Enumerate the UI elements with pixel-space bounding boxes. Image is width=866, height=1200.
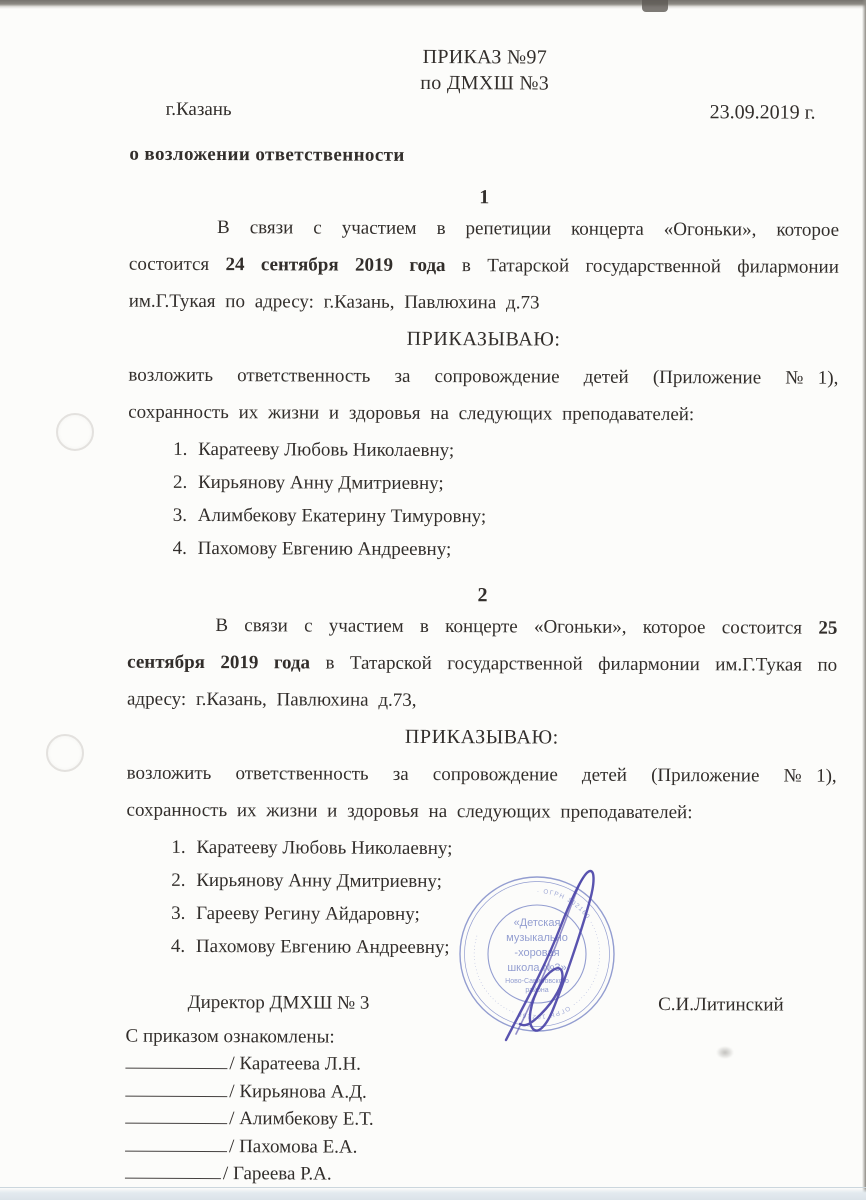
signature-row	[125, 1105, 835, 1136]
scan-artifact	[642, 0, 668, 12]
director-label: Директор ДМХШ № 3	[187, 991, 370, 1014]
list-item: 3. Гарееву Регину Айдаровну;	[190, 897, 836, 933]
acknowledger-name: / Пахомова Е.А.	[229, 1135, 358, 1158]
section-1-decree-heading: ПРИКАЗЫВАЮ:	[406, 327, 561, 351]
stamp-line: Ново-Савиновского	[505, 978, 569, 985]
signature-blank-line	[125, 1054, 227, 1069]
section-1-intro-pre: В связи с участием в репетиции концерта «Огоньки», которое состоится	[128, 217, 840, 276]
signature-row	[125, 1132, 835, 1163]
acknowledger-name: / Алимбекову Е.Т.	[229, 1108, 374, 1130]
list-item: 2. Кирьянову Анну Дмитриевну;	[190, 864, 836, 900]
city-date-row	[130, 97, 840, 126]
hole-punch-mark	[56, 413, 94, 451]
section-2-intro-pre: В связи с участием в концерте «Огоньки», которое состоится	[215, 615, 803, 639]
section-1-number: 1	[479, 186, 490, 209]
stamp-line: -хоровая	[514, 947, 560, 959]
section-1-intro-date: 24 сентября 2019 года	[225, 254, 446, 277]
acknowledged-heading: С приказом ознакомлены:	[125, 1025, 335, 1048]
scan-artifact	[716, 1046, 734, 1059]
order-subject: о возложении ответственности	[129, 143, 405, 166]
signature-blank-line	[125, 1164, 221, 1179]
section-2-decree-body: возложить ответственность за сопровождение детей (Приложение №1), сохранность их жизни и здоровья на следующих преподавателей:	[126, 762, 837, 824]
stamp-line: «Детская	[513, 917, 561, 929]
hole-punch-mark	[46, 734, 84, 772]
acknowledger-name: / Кирьянова А.Д.	[229, 1080, 367, 1103]
list-item: 3. Алимбекову Екатерину Тимуровну;	[192, 499, 838, 535]
director-name: С.И.Литинский	[658, 993, 784, 1016]
list-item: 4. Пахомову Евгению Андреевну;	[190, 930, 836, 966]
section-2-intro-post: в Татарской государственной филармонии им.Г.Тукая по адресу: г.Казань, Павлюхина д.73,	[126, 652, 838, 711]
stamp-ring-text: · ОГРН 102160 ···························· ОГРН 102160 ····························	[470, 887, 603, 1021]
scan-edge-top	[0, 0, 866, 9]
stamp-line: школа №3»	[507, 962, 567, 974]
list-item: 2. Кирьянову Анну Дмитриевну;	[192, 466, 838, 502]
date-label: 23.09.2019 г.	[709, 101, 816, 124]
section-1-intro	[129, 209, 839, 323]
order-subtitle: по ДМХШ №3	[420, 71, 550, 95]
signature-blank-line	[125, 1136, 227, 1151]
stamp-line: музыкально	[506, 932, 568, 944]
acknowledger-name: / Каратеева Л.Н.	[229, 1053, 361, 1075]
signature-blank-line	[125, 1109, 227, 1124]
city-label: г.Казань	[165, 98, 232, 121]
order-title: ПРИКАЗ №97	[422, 45, 548, 69]
acknowledger-name: / Гареева Р.А.	[222, 1163, 332, 1185]
director-signature-scribble	[468, 852, 632, 1052]
scan-edge-bottom	[0, 1187, 866, 1200]
section-1-teacher-list	[128, 433, 839, 568]
section-1-decree-body: возложить ответственность за сопровождение детей (Приложение №1), сохранность их жизни и здоровья на следующих преподавателей:	[128, 364, 839, 426]
list-item: 4. Пахомову Евгению Андреевну;	[192, 532, 838, 568]
section-2-decree-heading: ПРИКАЗЫВАЮ:	[404, 725, 559, 749]
section-2-intro-date: 25 сентября 2019 года	[127, 617, 838, 674]
signature-row	[125, 1077, 835, 1108]
section-2-intro	[127, 607, 837, 721]
section-1-intro-post: в Татарской государственной филармонии им.Г.Тукая по адресу: г.Казань, Павлюхина д.73	[128, 255, 839, 314]
signature-blank-line	[125, 1081, 227, 1096]
list-item: 1. Каратееву Любовь Николаевну;	[192, 433, 838, 469]
list-item: 1. Каратееву Любовь Николаевну;	[190, 831, 836, 867]
stamp-line: района	[525, 987, 549, 994]
section-2-number: 2	[477, 584, 488, 607]
scan-edge-right	[862, 0, 866, 1200]
